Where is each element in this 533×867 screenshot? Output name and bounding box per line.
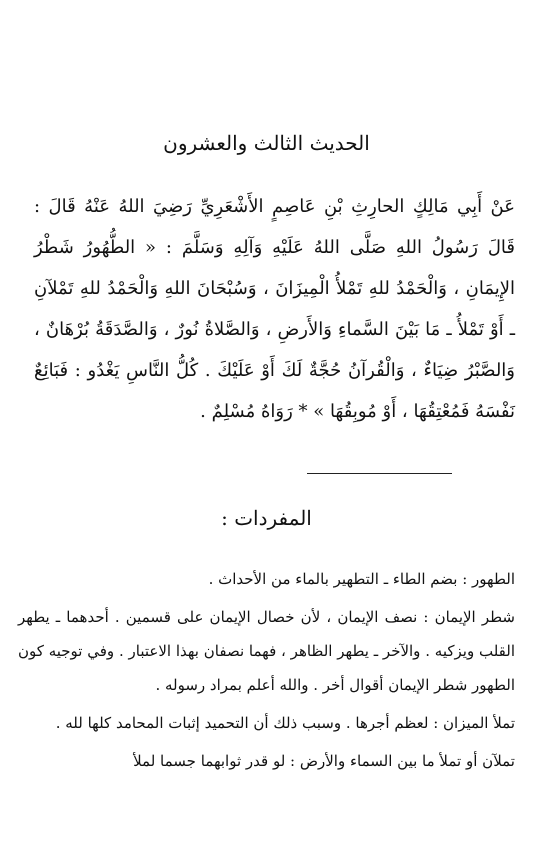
section-divider (307, 473, 452, 474)
vocabulary-section (18, 562, 515, 778)
hadith-text (34, 186, 515, 432)
vocab-entry: الطهور : بضم الطاء ـ التطهير بالماء من الأحداث . (208, 570, 515, 588)
vocabulary-heading: المفردات : (221, 506, 312, 530)
vocab-entry: تملأ الميزان : لعظم أجرها . وسبب ذلك أن التحميد إثبات المحامد كلها لله . (55, 714, 515, 732)
vocab-entry: تملآن أو تملأ ما بين السماء والأرض : لو قدر ثوابهما جسما لملأ (133, 752, 515, 770)
hadith-paragraph: عَنْ أَبِي مَالِكٍ الحارِثِ بْنِ عَاصِمٍ الأَشْعَرِيِّ رَضِيَ اللهُ عَنْهُ قَالَ : قَالَ رَسُولُ اللهِ صَلَّى اللهُ عَلَيْهِ وَآلِهِ وَسَلَّمَ : « الطُّهُورُ شَطْرُ الإِيمَانِ ، وَالْحَمْدُ للهِ تَمْلأُ الْمِيزَانَ ، وَسُبْحَانَ اللهِ وَالْحَمْدُ للهِ تَمْلآنِ ـ أَوْ تَمْلأُ ـ مَا بَيْنَ السَّماءِ وَالأَرضِ ، وَالصَّلاةُ نُورٌ ، وَالصَّدَقَةُ بُرْهَانٌ ، وَالصَّبْرُ ضِيَاءٌ ، وَالْقُرآنُ حُجَّةٌ لَكَ أَوْ عَلَيْكَ . كُلُّ النَّاسِ يَغْدُو : فَبَائِعٌ نَفْسَهُ فَمُعْتِقُهَا ، أَوْ مُوبِقُهَا » * رَوَاهُ مُسْلِمٌ . (34, 196, 515, 422)
vocab-entry: شطر الإيمان : نصف الإيمان ، لأن خصال الإيمان على قسمين . أحدهما ـ يطهر القلب ويزكيه . والآخر ـ يطهر الظاهر ، فهما نصفان بهذا الاعتبار . وفي توجيه كون الطهور شطر الإيمان أقوال أخر . والله أعلم بمراد رسوله . (18, 608, 515, 694)
hadith-title: الحديث الثالث والعشرون (163, 131, 370, 155)
